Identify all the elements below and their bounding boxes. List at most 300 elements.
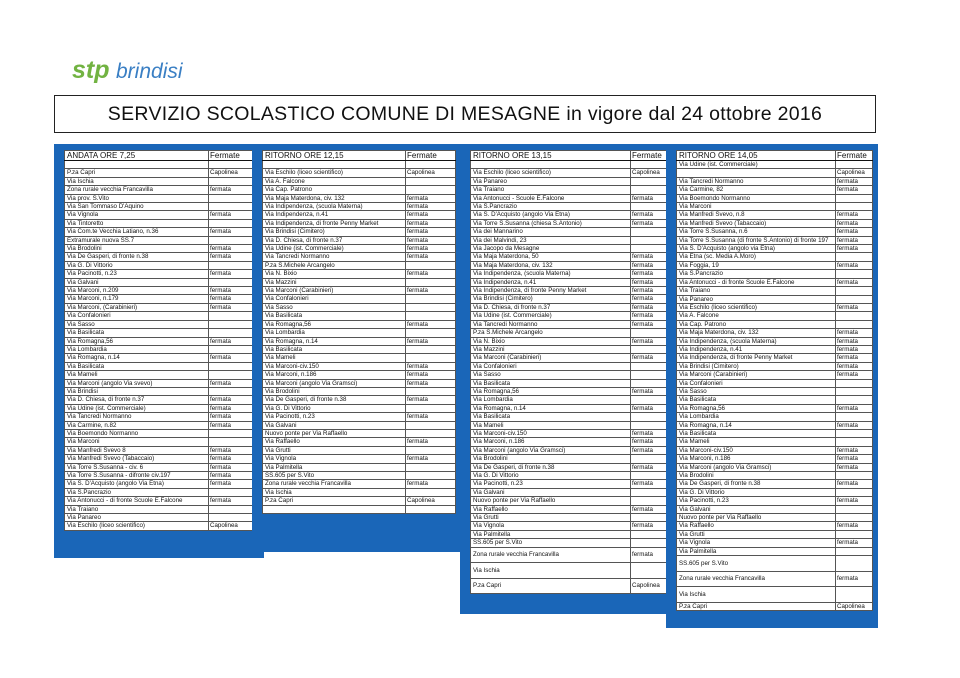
stop-type-cell: fermata bbox=[406, 228, 456, 236]
stop-name-cell bbox=[471, 161, 631, 169]
stop-type-cell: fermata bbox=[836, 480, 873, 488]
stop-name-cell: Via Romagna, n.14 bbox=[263, 337, 406, 345]
stop-name-cell: Via Basilicata bbox=[65, 362, 209, 370]
stop-name-cell: Via Manfredi Svevo, n.8 bbox=[677, 211, 836, 219]
table-row bbox=[65, 287, 260, 295]
stop-name-cell: Via Manfredi Svevo (Tabaccaio) bbox=[65, 455, 209, 463]
stop-type-cell bbox=[836, 270, 873, 278]
stop-type-cell: fermata bbox=[836, 446, 873, 454]
stop-name-cell: Via G. Di Vittorio bbox=[471, 472, 631, 480]
stop-name-cell: Via Confalonieri bbox=[471, 362, 631, 370]
stop-type-cell: fermata bbox=[631, 446, 669, 454]
stop-name-cell: Via Udine (ist. Commerciale) bbox=[471, 312, 631, 320]
stop-type-cell bbox=[836, 530, 873, 538]
stop-name-cell: Via Mazzini bbox=[471, 345, 631, 353]
stop-name-cell: Via Marconi, n.186 bbox=[677, 455, 836, 463]
table-row bbox=[65, 329, 260, 337]
stop-type-cell: fermata bbox=[209, 404, 260, 412]
stop-name-cell bbox=[263, 161, 406, 169]
table-row bbox=[677, 169, 873, 177]
stop-name-cell: Via Confalonieri bbox=[677, 379, 836, 387]
stop-type-cell bbox=[836, 556, 873, 572]
stop-name-cell: P.za Capri bbox=[263, 497, 406, 505]
table-row bbox=[263, 261, 456, 269]
table-row bbox=[677, 571, 873, 587]
stop-name-cell: Via Marconi-civ.150 bbox=[677, 446, 836, 454]
table-row bbox=[677, 387, 873, 395]
stop-name-cell: Via Brodolini bbox=[65, 245, 209, 253]
table-row bbox=[471, 480, 669, 488]
stop-name-cell: P.za Capri bbox=[471, 578, 631, 594]
stop-name-cell: Via Torre S.Susanna, n.6 bbox=[677, 228, 836, 236]
table-row bbox=[677, 337, 873, 345]
table-row bbox=[471, 371, 669, 379]
table-row bbox=[471, 177, 669, 185]
table-row bbox=[65, 472, 260, 480]
table-row bbox=[677, 488, 873, 496]
table-row bbox=[677, 287, 873, 295]
stop-type-cell: fermata bbox=[209, 463, 260, 471]
table-row bbox=[263, 211, 456, 219]
stop-name-cell: Via Traiano bbox=[677, 287, 836, 295]
table-row bbox=[263, 438, 456, 446]
stop-type-cell: fermata bbox=[631, 387, 669, 395]
stop-name-cell: Via A. Falcone bbox=[677, 312, 836, 320]
stop-name-cell: Via De Gasperi, di fronte n.38 bbox=[263, 396, 406, 404]
stop-type-cell bbox=[406, 446, 456, 454]
stop-name-cell: Via Galvani bbox=[677, 505, 836, 513]
stop-name-cell: Via dei Malvindi, 23 bbox=[471, 236, 631, 244]
stop-name-cell: Via Raffaello bbox=[677, 522, 836, 530]
table-row bbox=[65, 371, 260, 379]
stop-type-cell bbox=[406, 303, 456, 311]
table-row bbox=[471, 421, 669, 429]
schedule-table-ritorno-1215 bbox=[262, 150, 456, 514]
table-row bbox=[677, 211, 873, 219]
stop-type-cell: fermata bbox=[406, 371, 456, 379]
stop-type-cell bbox=[836, 514, 873, 522]
stop-name-cell: Via Marconi bbox=[677, 203, 836, 211]
stop-type-cell bbox=[631, 345, 669, 353]
stop-type-cell: fermata bbox=[209, 287, 260, 295]
stop-type-cell: fermata bbox=[406, 438, 456, 446]
stop-name-cell: Via Indipendenza, (scuola Materna) bbox=[677, 337, 836, 345]
stop-type-cell: fermata bbox=[836, 463, 873, 471]
stop-name-cell: Via Brodolini bbox=[471, 455, 631, 463]
stop-name-cell: Via Romagna,56 bbox=[263, 320, 406, 328]
table-row bbox=[677, 497, 873, 505]
stop-type-cell: fermata bbox=[631, 429, 669, 437]
stop-type-cell: fermata bbox=[209, 270, 260, 278]
table-row bbox=[677, 362, 873, 370]
table-row bbox=[65, 253, 260, 261]
stop-name-cell: Via Ischia bbox=[65, 177, 209, 185]
table-row bbox=[677, 404, 873, 412]
stop-type-cell bbox=[406, 387, 456, 395]
stop-type-cell bbox=[836, 488, 873, 496]
stop-name-cell: Via Maja Materdona, 50 bbox=[471, 253, 631, 261]
stop-name-cell: Via N. Bixio bbox=[263, 270, 406, 278]
stop-type-cell: fermata bbox=[631, 463, 669, 471]
stop-name-cell: Via Indipendenza, (scuola Materna) bbox=[263, 203, 406, 211]
stop-type-cell: fermata bbox=[631, 219, 669, 227]
stop-type-cell bbox=[836, 430, 873, 438]
table-row bbox=[65, 438, 260, 446]
stop-type-cell: fermata bbox=[836, 345, 873, 353]
stop-type-cell bbox=[631, 421, 669, 429]
table-row bbox=[263, 337, 456, 345]
stop-type-cell bbox=[631, 514, 669, 522]
table-row bbox=[65, 379, 260, 387]
stop-type-cell: Capolinea bbox=[406, 169, 456, 177]
stop-type-cell: fermata bbox=[631, 547, 669, 563]
schedule-table-ritorno-1315 bbox=[470, 150, 669, 594]
table-row bbox=[263, 169, 456, 177]
table-row bbox=[263, 278, 456, 286]
table-row bbox=[65, 303, 260, 311]
table-row bbox=[65, 522, 260, 530]
table-row bbox=[263, 387, 456, 395]
stop-name-cell: Via G. Di Vittorio bbox=[65, 261, 209, 269]
table-row bbox=[65, 211, 260, 219]
table-row bbox=[471, 563, 669, 579]
stop-type-cell: fermata bbox=[209, 396, 260, 404]
stop-name-cell: Via Grutti bbox=[677, 530, 836, 538]
table-row bbox=[471, 522, 669, 530]
table-row bbox=[677, 455, 873, 463]
column-header-time: ANDATA ORE 7,25 bbox=[65, 151, 209, 161]
stop-type-cell: fermata bbox=[406, 219, 456, 227]
stop-type-cell bbox=[406, 278, 456, 286]
stop-name-cell: Via Brodolini bbox=[263, 387, 406, 395]
table-row bbox=[677, 396, 873, 404]
column-header-fermate: Fermate bbox=[631, 151, 669, 161]
table-row bbox=[471, 329, 669, 337]
table-row bbox=[263, 463, 456, 471]
stop-name-cell: Via Romagna,56 bbox=[65, 337, 209, 345]
stop-type-cell bbox=[406, 161, 456, 169]
stop-type-cell bbox=[406, 505, 456, 513]
table-row bbox=[677, 203, 873, 211]
stop-type-cell: fermata bbox=[209, 497, 260, 505]
table-row bbox=[471, 337, 669, 345]
stop-type-cell: fermata bbox=[836, 404, 873, 412]
stop-type-cell: fermata bbox=[406, 270, 456, 278]
stop-type-cell: fermata bbox=[836, 329, 873, 337]
stop-name-cell: Via Pacinotti, n.23 bbox=[263, 413, 406, 421]
table-row bbox=[677, 371, 873, 379]
stop-type-cell: fermata bbox=[836, 186, 873, 194]
stop-type-cell bbox=[631, 396, 669, 404]
table-row bbox=[263, 379, 456, 387]
table-row bbox=[65, 446, 260, 454]
stop-name-cell: Via Sasso bbox=[677, 387, 836, 395]
stop-type-cell bbox=[406, 429, 456, 437]
stop-name-cell: Via Marconi, n.179 bbox=[65, 295, 209, 303]
table-row bbox=[65, 362, 260, 370]
table-row bbox=[263, 177, 456, 185]
table-row bbox=[65, 429, 260, 437]
table-row bbox=[65, 488, 260, 496]
stop-type-cell bbox=[631, 472, 669, 480]
table-row bbox=[677, 480, 873, 488]
stop-name-cell: Via De Gasperi, di fronte n.38 bbox=[677, 480, 836, 488]
stop-name-cell: Via Antonucci - di fronte Scuole E.Falcone bbox=[677, 278, 836, 286]
stop-name-cell: P.za Capri bbox=[677, 602, 836, 610]
stop-name-cell: Via Pacinotti, n.23 bbox=[677, 497, 836, 505]
schedule-panel-andata-725 bbox=[54, 144, 264, 558]
stop-name-cell bbox=[65, 161, 209, 169]
stop-name-cell: Via Brindisi (Cimitero) bbox=[471, 295, 631, 303]
stop-name-cell: Nuovo ponte per Via Raffaello bbox=[677, 514, 836, 522]
stop-name-cell: Via Lombardia bbox=[263, 329, 406, 337]
table-row bbox=[65, 455, 260, 463]
stop-name-cell: Via Eschilo (liceo scientifico) bbox=[677, 303, 836, 311]
table-row bbox=[677, 602, 873, 610]
table-row bbox=[471, 404, 669, 412]
stop-type-cell: fermata bbox=[836, 571, 873, 587]
table-row bbox=[471, 387, 669, 395]
stop-name-cell: Via Romagna, n.14 bbox=[471, 404, 631, 412]
table-row bbox=[471, 362, 669, 370]
table-row bbox=[471, 530, 669, 538]
stop-type-cell: fermata bbox=[631, 505, 669, 513]
stop-type-cell: fermata bbox=[836, 539, 873, 547]
stop-type-cell: fermata bbox=[631, 404, 669, 412]
column-header-fermate: Fermate bbox=[836, 151, 873, 161]
table-row bbox=[65, 186, 260, 194]
stop-name-cell: Via Maja Materdona, civ. 132 bbox=[263, 194, 406, 202]
stop-type-cell: fermata bbox=[209, 472, 260, 480]
stop-type-cell: fermata bbox=[836, 228, 873, 236]
stop-type-cell: fermata bbox=[836, 303, 873, 311]
stop-type-cell bbox=[406, 404, 456, 412]
stop-name-cell: Zona rurale vecchia Francavilla bbox=[263, 480, 406, 488]
table-row bbox=[677, 354, 873, 362]
stop-name-cell: Via Boemondo Normanno bbox=[65, 429, 209, 437]
stop-name-cell: Via Brindisi (Cimitero) bbox=[263, 228, 406, 236]
stop-type-cell bbox=[836, 379, 873, 387]
stop-name-cell: Via Marconi-civ.150 bbox=[471, 429, 631, 437]
stop-type-cell: fermata bbox=[836, 354, 873, 362]
stop-type-cell bbox=[836, 587, 873, 603]
stop-type-cell: fermata bbox=[406, 480, 456, 488]
stop-name-cell: Via Manfredi Svevo 8 bbox=[65, 446, 209, 454]
stop-name-cell: Via Raffaello bbox=[263, 438, 406, 446]
table-row bbox=[677, 530, 873, 538]
stop-type-cell: fermata bbox=[406, 320, 456, 328]
table-row bbox=[471, 186, 669, 194]
stop-name-cell: Nuovo ponte per Via Raffaello bbox=[263, 429, 406, 437]
stop-name-cell: Via Eschilo (liceo scientifico) bbox=[263, 169, 406, 177]
stop-name-cell bbox=[263, 505, 406, 513]
stop-name-cell: Zona rurale vecchia Francavilla bbox=[677, 571, 836, 587]
column-header-time: RITORNO ORE 14,05 bbox=[677, 151, 836, 161]
stop-name-cell: Via Marconi (angolo Via Gramsci) bbox=[677, 463, 836, 471]
table-row bbox=[471, 472, 669, 480]
stop-type-cell: fermata bbox=[631, 522, 669, 530]
table-row bbox=[677, 186, 873, 194]
stop-name-cell: Via Tintoretto bbox=[65, 219, 209, 227]
stop-name-cell: Via Basilicata bbox=[677, 396, 836, 404]
table-row bbox=[263, 312, 456, 320]
stop-name-cell: Via Marconi (angolo Via Gramsci) bbox=[471, 446, 631, 454]
stop-name-cell: Via Panareo bbox=[677, 295, 836, 303]
table-row bbox=[263, 413, 456, 421]
stop-type-cell: Capolinea bbox=[836, 169, 873, 177]
column-header-time: RITORNO ORE 13,15 bbox=[471, 151, 631, 161]
table-row bbox=[65, 396, 260, 404]
stop-type-cell bbox=[406, 354, 456, 362]
stop-type-cell bbox=[836, 387, 873, 395]
stop-type-cell: fermata bbox=[209, 211, 260, 219]
stop-type-cell: fermata bbox=[836, 362, 873, 370]
stop-name-cell: Via Cap. Patrono bbox=[263, 186, 406, 194]
table-row bbox=[677, 556, 873, 572]
table-row bbox=[263, 472, 456, 480]
schedule-panel-ritorno-1405 bbox=[666, 144, 878, 628]
stop-type-cell bbox=[631, 539, 669, 547]
table-row bbox=[263, 371, 456, 379]
stop-name-cell: Via D. Chiesa, di fronte n.37 bbox=[471, 303, 631, 311]
table-row bbox=[677, 303, 873, 311]
stop-type-cell: fermata bbox=[209, 337, 260, 345]
table-row bbox=[471, 253, 669, 261]
stop-type-cell bbox=[836, 161, 873, 169]
schedule-panel-ritorno-1215 bbox=[252, 144, 462, 552]
stop-name-cell: Via Marconi bbox=[65, 438, 209, 446]
table-row bbox=[471, 303, 669, 311]
stop-name-cell: Via Boemondo Normanno bbox=[677, 194, 836, 202]
stop-name-cell: Via Basilicata bbox=[677, 430, 836, 438]
table-row bbox=[677, 505, 873, 513]
stop-name-cell: Via Jacopo da Mesagne bbox=[471, 245, 631, 253]
stop-name-cell: Via S.Pancrazio bbox=[677, 270, 836, 278]
stop-type-cell: fermata bbox=[406, 379, 456, 387]
stop-name-cell: Via S. D'Acquisto (angolo via Etna) bbox=[677, 245, 836, 253]
stop-name-cell: Via Marconi (angolo Via svevo) bbox=[65, 379, 209, 387]
table-row bbox=[471, 320, 669, 328]
table-row bbox=[65, 505, 260, 513]
stop-type-cell: fermata bbox=[631, 287, 669, 295]
table-row bbox=[263, 455, 456, 463]
stop-type-cell: fermata bbox=[631, 312, 669, 320]
stop-name-cell: Via Romagna, n.14 bbox=[677, 421, 836, 429]
table-header-row bbox=[471, 151, 669, 161]
stop-type-cell bbox=[631, 186, 669, 194]
stop-name-cell: Via De Gasperi, di fronte n.38 bbox=[65, 253, 209, 261]
table-row bbox=[263, 236, 456, 244]
stop-name-cell: Via D. Chiesa, di fronte n.37 bbox=[65, 396, 209, 404]
stop-name-cell: Via Brodolini bbox=[677, 472, 836, 480]
stop-type-cell bbox=[836, 287, 873, 295]
stop-name-cell: Via Antonucci - Scuole E.Falcone bbox=[471, 194, 631, 202]
stop-type-cell bbox=[836, 295, 873, 303]
stop-type-cell: fermata bbox=[631, 438, 669, 446]
stop-type-cell: fermata bbox=[836, 236, 873, 244]
stop-name-cell: Via Pacinotti, n.23 bbox=[471, 480, 631, 488]
table-row bbox=[677, 228, 873, 236]
table-row bbox=[65, 354, 260, 362]
table-row bbox=[471, 211, 669, 219]
table-row bbox=[471, 379, 669, 387]
table-row bbox=[65, 387, 260, 395]
stop-type-cell bbox=[631, 455, 669, 463]
stop-type-cell: Capolinea bbox=[631, 169, 669, 177]
logo-stp-text: stp bbox=[72, 56, 110, 84]
stop-type-cell: fermata bbox=[406, 455, 456, 463]
stop-type-cell: fermata bbox=[631, 270, 669, 278]
table-row bbox=[677, 177, 873, 185]
stop-name-cell: Via Galvani bbox=[65, 278, 209, 286]
stop-name-cell: Via Com.te Vecchia Latiano, n.36 bbox=[65, 228, 209, 236]
stop-name-cell: Via Torre S.Susanna (chiesa S.Antonio) bbox=[471, 219, 631, 227]
table-row bbox=[65, 312, 260, 320]
stop-name-cell: Via Marconi, n.186 bbox=[263, 371, 406, 379]
table-row bbox=[65, 514, 260, 522]
stop-type-cell: fermata bbox=[209, 480, 260, 488]
table-row bbox=[65, 404, 260, 412]
stop-type-cell: fermata bbox=[836, 522, 873, 530]
table-row bbox=[471, 488, 669, 496]
stop-name-cell: Via Mameli bbox=[263, 354, 406, 362]
stop-name-cell: Via G. Di Vittorio bbox=[263, 404, 406, 412]
stop-type-cell bbox=[631, 413, 669, 421]
stop-name-cell: Extramurale nuova SS.7 bbox=[65, 236, 209, 244]
stop-type-cell: Capolinea bbox=[836, 602, 873, 610]
stop-type-cell: fermata bbox=[406, 287, 456, 295]
stop-type-cell: fermata bbox=[406, 203, 456, 211]
stop-name-cell: Via Marconi-civ.150 bbox=[263, 362, 406, 370]
stop-type-cell: fermata bbox=[406, 337, 456, 345]
table-row bbox=[677, 278, 873, 286]
stop-name-cell: Via Basilicata bbox=[65, 329, 209, 337]
table-row bbox=[471, 236, 669, 244]
table-row bbox=[65, 320, 260, 328]
stop-type-cell bbox=[406, 488, 456, 496]
stop-type-cell: fermata bbox=[836, 211, 873, 219]
stop-name-cell: SS.605 per S.Vito bbox=[677, 556, 836, 572]
stop-name-cell: Via Panareo bbox=[471, 177, 631, 185]
table-row bbox=[677, 270, 873, 278]
stop-name-cell bbox=[677, 169, 836, 177]
stop-name-cell: P.za S.Michele Arcangelo bbox=[471, 329, 631, 337]
stop-name-cell: Via Vignola bbox=[677, 539, 836, 547]
stop-name-cell: Via Tancredi Normanno bbox=[65, 413, 209, 421]
stop-name-cell: Via Indipendenza, di fronte Penny Market bbox=[677, 354, 836, 362]
table-row bbox=[471, 438, 669, 446]
stop-type-cell bbox=[836, 396, 873, 404]
stop-type-cell: fermata bbox=[836, 177, 873, 185]
table-row bbox=[65, 261, 260, 269]
table-row bbox=[65, 278, 260, 286]
stop-type-cell bbox=[631, 236, 669, 244]
stop-type-cell bbox=[631, 161, 669, 169]
stop-name-cell: Via Torre S.Susanna - civ. 6 bbox=[65, 463, 209, 471]
stop-name-cell: Via Marconi (Carabinieri) bbox=[677, 371, 836, 379]
table-row bbox=[263, 320, 456, 328]
stop-type-cell: fermata bbox=[836, 219, 873, 227]
stop-type-cell: fermata bbox=[209, 295, 260, 303]
schedule-table-andata-725 bbox=[64, 150, 260, 531]
stop-name-cell: Zona rurale vecchia Francavilla bbox=[65, 186, 209, 194]
stop-name-cell: Via Indipendenza, di fronte Penny Market bbox=[471, 287, 631, 295]
stop-name-cell: Via Basilicata bbox=[471, 379, 631, 387]
table-row bbox=[677, 547, 873, 555]
table-row bbox=[65, 345, 260, 353]
stop-name-cell: Via Basilicata bbox=[471, 413, 631, 421]
stop-name-cell: Via S.Pancrazio bbox=[65, 488, 209, 496]
